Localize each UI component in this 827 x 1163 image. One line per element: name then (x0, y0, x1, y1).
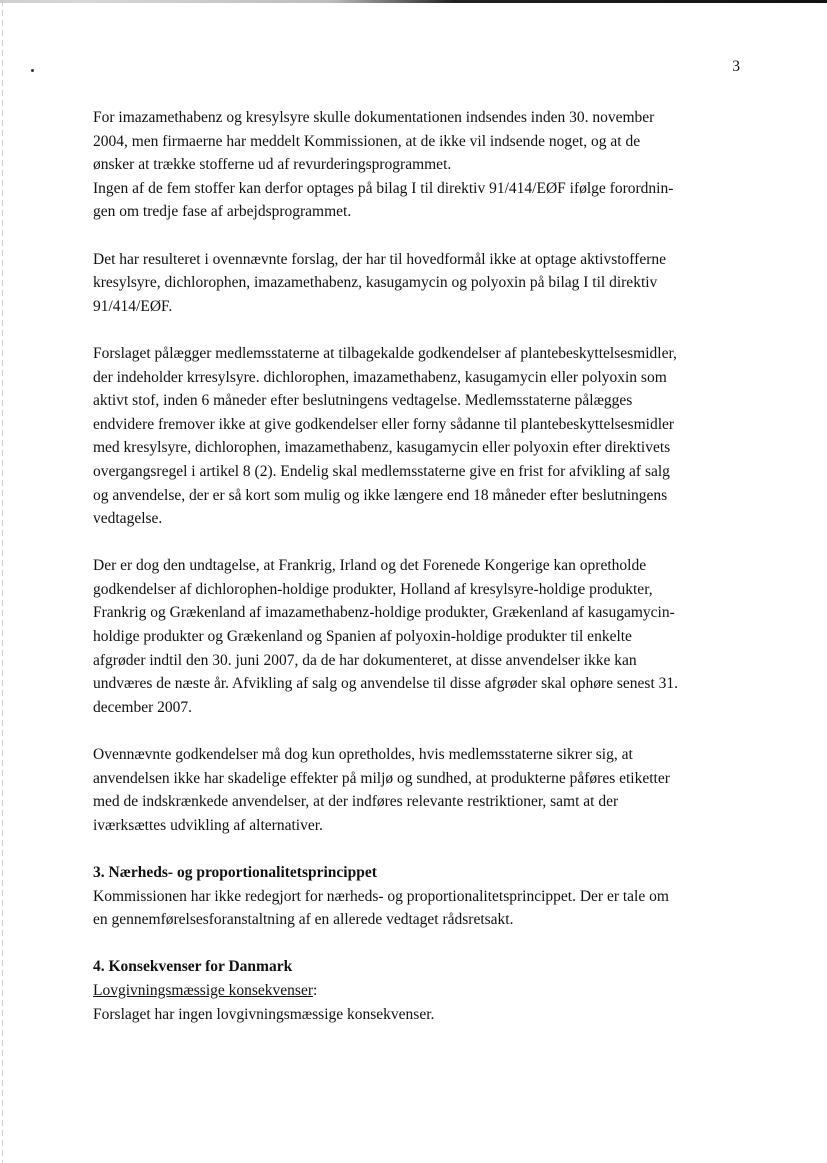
text-line: Forslaget har ingen lovgivningsmæssige konsekvenser. (93, 1005, 435, 1023)
scan-dot-mark (31, 69, 34, 72)
text-line: ønsker at trække stofferne ud af revurderingsprogrammet. (93, 156, 452, 174)
text-line: 2004, men firmaerne har meddelt Kommissionen, at de ikke vil indsende noget, og at de (93, 132, 641, 150)
text-line: godkendelser af dichlorophen-holdige produkter, Holland af kresylsyre-holdige produkter, (93, 580, 653, 598)
text-line: anvendelsen ikke har skadelige effekter på miljø og sundhed, at produkterne påføres etiketter (93, 769, 670, 787)
subheading-colon: : (313, 981, 318, 999)
section-3-text (93, 885, 743, 932)
text-line: iværksættes udvikling af alternativer. (93, 816, 323, 834)
text-line: kresylsyre, dichlorophen, imazamethabenz, kasugamycin og polyoxin på bilag I til direktiv (93, 274, 658, 292)
text-line: overgangsregel i artikel 8 (2). Endelig skal medlemsstaterne give en frist for afvikling af salg (93, 462, 670, 480)
document-body (93, 106, 743, 1026)
paragraph-4 (93, 554, 743, 719)
text-line: For imazamethabenz og kresylsyre skulle dokumentationen indsendes inden 30. november (93, 109, 655, 126)
text-line: aktivt stof, inden 6 måneder efter beslutningens vedtagelse. Medlemsstaterne pålægges (93, 392, 633, 410)
text-line: Ingen af de fem stoffer kan derfor optages på bilag I til direktiv 91/414/EØF ifølge forordnin- (93, 179, 674, 197)
text-line: gen om tredje fase af arbejdsprogrammet. (93, 203, 352, 221)
section-4-heading: 4. Konsekvenser for Danmark (93, 958, 293, 976)
text-line: og anvendelse, der er så kort som mulig og ikke længere end 18 måneder efter beslutningens (93, 486, 668, 504)
text-line: holdige produkter og Grækenland og Spanien af polyoxin-holdige produkter til enkelte (93, 628, 632, 646)
text-line: vedtagelse. (93, 510, 163, 528)
text-line: afgrøder indtil den 30. juni 2007, da de har dokumenteret, at disse anvendelser ikke kan (93, 651, 637, 669)
paragraph-5 (93, 743, 743, 837)
section-4-subheading (93, 979, 743, 1003)
text-line: en gennemførelsesforanstaltning af en allerede vedtaget rådsretsakt. (93, 911, 514, 929)
text-line: Det har resulteret i ovennævnte forslag, der har til hovedformål ikke at optage aktivstofferne (93, 250, 667, 268)
paragraph-2 (93, 248, 743, 319)
text-line: endvidere fremover ikke at give godkendelser eller forny sådanne til plantebeskyttelsesmidler (93, 415, 675, 433)
text-line: 91/414/EØF. (93, 297, 173, 315)
paragraph-1 (93, 106, 743, 224)
subheading-label: Lovgivningsmæssige konsekvenser (93, 981, 313, 999)
text-line: Kommissionen har ikke redegjort for nærheds- og proportionalitetsprincippet. Der er tale om (93, 887, 669, 905)
scan-edge-left (2, 0, 3, 1163)
section-3-heading: 3. Nærheds- og proportionalitetsprincippet (93, 864, 377, 881)
text-line: der indeholder krresylsyre. dichlorophen, imazamethabenz, kasugamycin eller polyoxin som (93, 368, 667, 386)
text-line: Ovennævnte godkendelser må dog kun opretholdes, hvis medlemsstaterne sikrer sig, at (93, 746, 633, 764)
text-line: Forslaget pålægger medlemsstaterne at tilbagekalde godkendelser af plantebeskyttelsesmidler, (93, 344, 677, 362)
text-line: med de indskrænkede anvendelser, at der indføres relevante restriktioner, samt at der (93, 793, 619, 811)
text-line: Der er dog den undtagelse, at Frankrig, Irland og det Forenede Kongerige kan opretholde (93, 557, 647, 575)
text-line: undværes de næste år. Afvikling af salg og anvendelse til disse afgrøder skal ophøre senest 31. (93, 675, 678, 693)
section-4-text (93, 1003, 743, 1027)
page-number: 3 (732, 58, 740, 75)
text-line: Frankrig og Grækenland af imazamethabenz-holdige produkter, Grækenland af kasugamycin- (93, 604, 675, 622)
paragraph-3 (93, 342, 743, 531)
text-line: med kresylsyre, dichlorophen, imazamethabenz, kasugamycin eller polyoxin efter direktivets (93, 439, 671, 457)
text-line: december 2007. (93, 698, 192, 716)
scan-edge-top (0, 0, 827, 3)
